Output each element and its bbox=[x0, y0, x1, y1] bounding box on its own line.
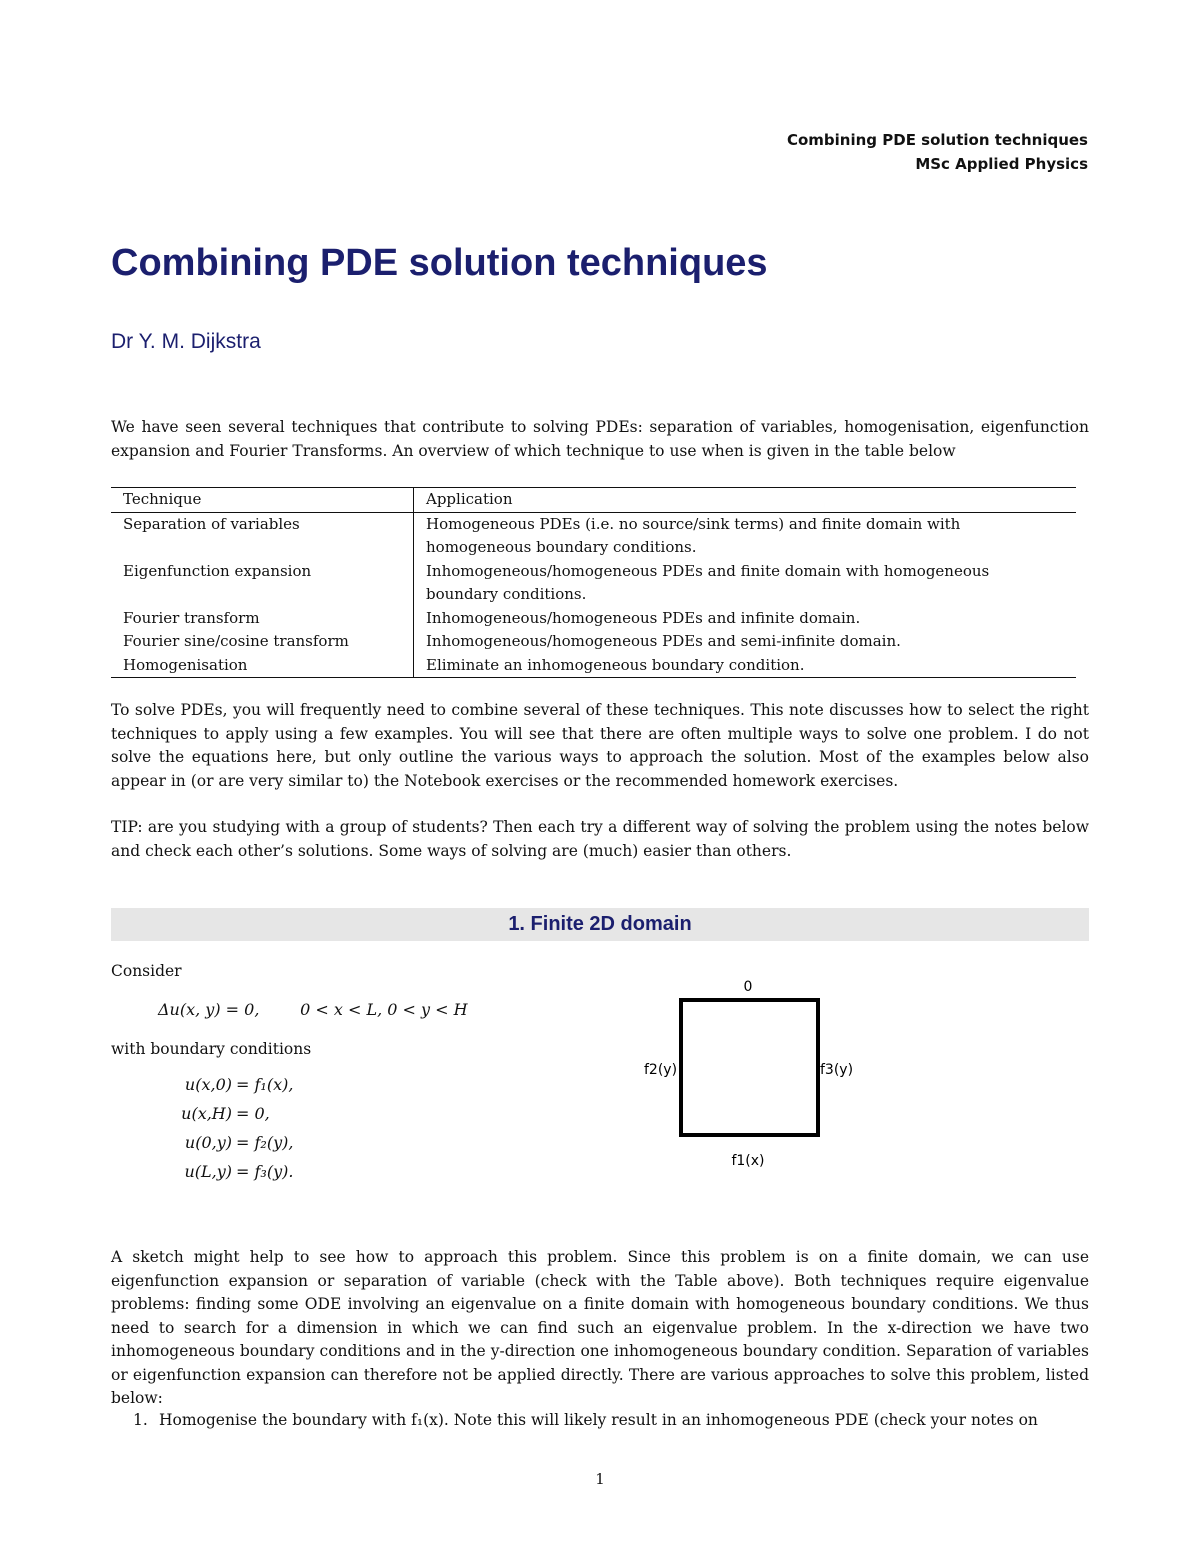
bc-rhs: = f₃(y). bbox=[236, 1162, 294, 1181]
combine-paragraph: To solve PDEs, you will frequently need to combine several of these techniques. This note discusses how to select the right techniques to apply using a few examples. You will see that there are often multiple ways to solve one problem. I do not solve the equations here, but only outline the various ways to approach the solution. Most of the examples below also appear in (or are very similar to) the Notebook exercises or the recommended homework exercises. bbox=[111, 701, 1089, 790]
table-row bbox=[111, 630, 1076, 654]
intro-paragraph: We have seen several techniques that contribute to solving PDEs: separation of variables, homogenisation, eigenfunction expansion and Fourier Transforms. An overview of which technique to use when is given in the table below bbox=[111, 418, 1089, 460]
table-cell-application: Homogeneous PDEs (i.e. no source/sink terms) and finite domain with homogeneous boundary conditions. bbox=[426, 514, 961, 556]
document-author: Dr Y. M. Dijkstra bbox=[111, 330, 261, 353]
table-cell-application: Inhomogeneous/homogeneous PDEs and finite domain with homogeneous boundary conditions. bbox=[426, 561, 990, 603]
list-item-number: 1. bbox=[133, 1411, 148, 1429]
approach-list-item bbox=[133, 1409, 1089, 1433]
running-header-title: Combining PDE solution techniques bbox=[786, 131, 1088, 149]
boundary-conditions-list bbox=[158, 1075, 293, 1191]
bc-lhs: u(L,y) bbox=[184, 1162, 232, 1181]
table-cell-application: Inhomogeneous/homogeneous PDEs and semi-infinite domain. bbox=[426, 632, 901, 650]
bc-rhs: = 0, bbox=[236, 1104, 270, 1123]
table-row bbox=[111, 512, 1076, 560]
table-header-application: Application bbox=[414, 488, 1077, 513]
bc-rhs: = f₂(y), bbox=[236, 1133, 294, 1152]
boundary-condition bbox=[158, 1075, 293, 1104]
section-heading-bar bbox=[111, 908, 1089, 941]
table-row bbox=[111, 654, 1076, 678]
tip-paragraph: TIP: are you studying with a group of students? Then each try a different way of solving the problem using the notes below and check each other’s solutions. Some ways of solving are (much) easier than others. bbox=[111, 818, 1089, 860]
table-cell-technique: Homogenisation bbox=[111, 654, 414, 678]
laplace-equation: Δu(x, y) = 0, 0 < x < L, 0 < y < H bbox=[158, 1000, 468, 1019]
table-header-row bbox=[111, 488, 1076, 513]
boundary-condition bbox=[158, 1104, 293, 1133]
boundary-conditions-label: with boundary conditions bbox=[111, 1040, 312, 1058]
bc-rhs: = f₁(x), bbox=[236, 1075, 294, 1094]
sketch-label-left: f2(y) bbox=[644, 1062, 678, 1078]
document-title: Combining PDE solution techniques bbox=[111, 242, 768, 284]
running-header bbox=[787, 128, 1088, 176]
domain-sketch bbox=[636, 970, 866, 1180]
table-cell-application: Eliminate an inhomogeneous boundary condition. bbox=[414, 654, 1077, 678]
page-number: 1 bbox=[595, 1470, 605, 1488]
technique-overview-table bbox=[111, 487, 1076, 678]
bc-lhs: u(x,0) bbox=[184, 1075, 232, 1094]
bc-lhs: u(0,y) bbox=[184, 1133, 232, 1152]
running-header-course: MSc Applied Physics bbox=[915, 155, 1088, 173]
table-cell-technique: Eigenfunction expansion bbox=[111, 560, 414, 607]
table-cell-technique: Separation of variables bbox=[111, 512, 414, 560]
list-item-text: Homogenise the boundary with f₁(x). Note this will likely result in an inhomogeneous PDE (check your notes on bbox=[159, 1411, 1038, 1429]
table-header-technique: Technique bbox=[111, 488, 414, 513]
sketch-label-top: 0 bbox=[743, 979, 753, 995]
table-cell-technique: Fourier sine/cosine transform bbox=[111, 630, 414, 654]
table-cell-application: Inhomogeneous/homogeneous PDEs and infinite domain. bbox=[426, 608, 861, 627]
domain-boundary-square bbox=[681, 1000, 818, 1135]
sketch-label-right: f3(y) bbox=[820, 1062, 854, 1078]
boundary-condition bbox=[158, 1162, 293, 1191]
consider-label: Consider bbox=[111, 962, 182, 980]
sketch-paragraph: A sketch might help to see how to approach this problem. Since this problem is on a finite domain, we can use eigenfunction expansion or separation of variable (check with the Table above). Both techniques require eigenvalue problems: finding some ODE involving an eigenvalue on a finite domain with homogeneous boundary conditions. We thus need to search for a dimension in which we can find such an eigenvalue problem. In the x-direction we have two inhomogeneous boundary conditions and in the y-direction one inhomogeneous boundary condition. Separation of variables or eigenfunction expansion can therefore not be applied directly. There are various approaches to solve this problem, listed below: bbox=[111, 1248, 1089, 1407]
section-title: 1. Finite 2D domain bbox=[508, 913, 692, 935]
boundary-condition bbox=[158, 1133, 293, 1162]
table-row bbox=[111, 607, 1076, 631]
table-row bbox=[111, 560, 1076, 607]
sketch-label-bottom: f1(x) bbox=[731, 1153, 765, 1169]
table-cell-technique: Fourier transform bbox=[111, 607, 414, 631]
bc-lhs: u(x,H) bbox=[181, 1104, 232, 1123]
